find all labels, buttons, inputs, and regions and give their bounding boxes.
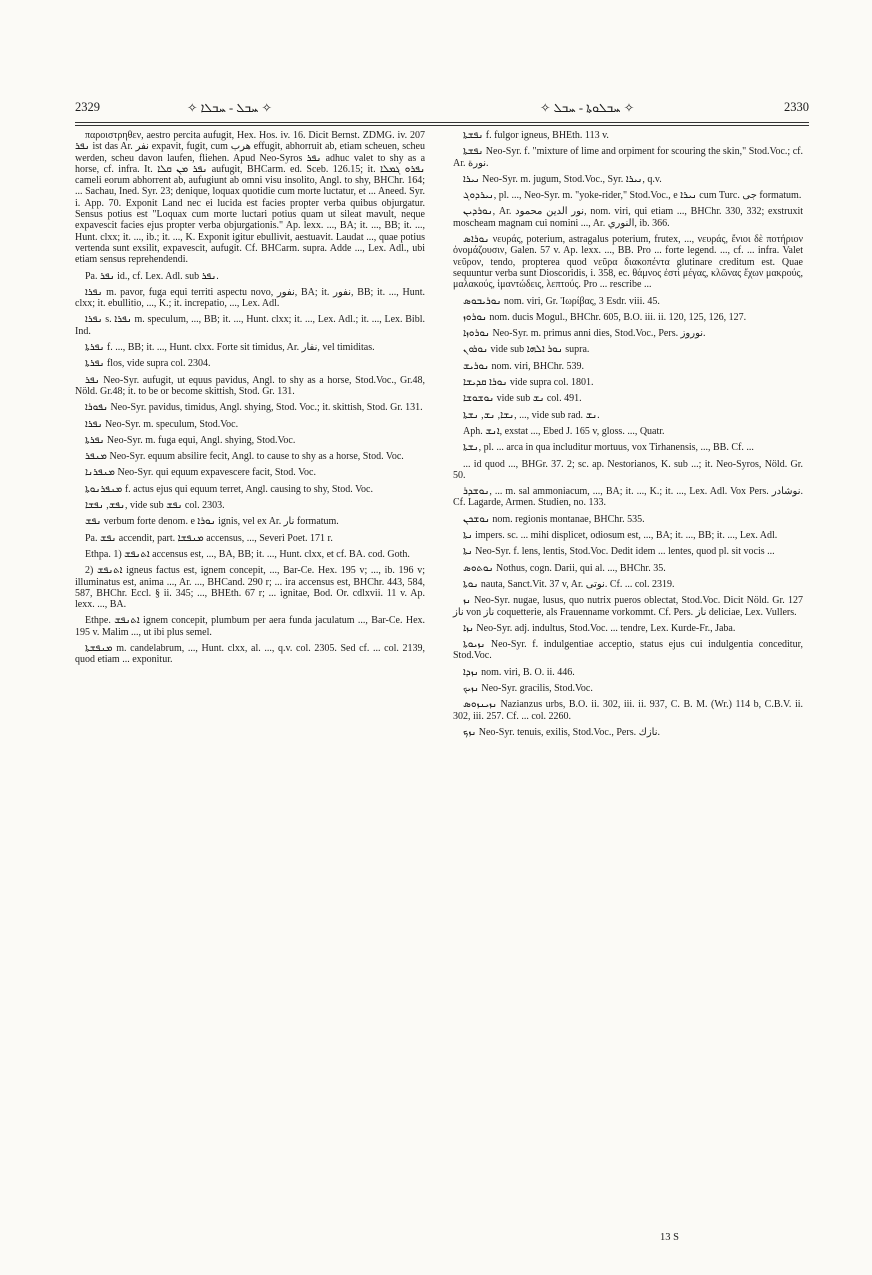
dictionary-entry: ܡܢܦܪܢܐ Neo-Syr. qui equum expavescere facit, Stod. Voc. bbox=[85, 467, 316, 479]
dictionary-entry: ܢܘܪܐܣ νευράς, poterium, astragalus poterium, frutex, ..., νευράς, ἔνιοι δὲ ποτήριον ὀνομάζουσιν, Galen. 57 v. Ap. lexx. ..., BB. Pro ... forte legend. ..., cf. ... infra. Valet νεῦρον, tendo, propterea quod νεῦρα διακοπέντα glutinare creditum est. Quae sequuntur verba sunt Dioscoridis, i. 358, ec. θάμνος ἐστὶ μέγας, κλῶνας ἔχων μακρούς, μαλακούς, ἱμαντώδεις, λεπτούς. Pro ... rescribe ... bbox=[453, 234, 803, 291]
right-running-title: ✧ ܚܒܠܘܬܐ - ܚܒܠ ✧ bbox=[540, 101, 635, 115]
dictionary-entry: ... id quod ..., BHGr. 37. 2; sc. ap. Nestorianos, K. sub ...; it. Neo-Syros, Nöld. Gr. 50. bbox=[453, 458, 803, 481]
dictionary-entry: Pa. ܢܦܫ accendit, part. ܡܢܦܫܐ accensus, ..., Severi Poet. 171 r. bbox=[85, 532, 333, 544]
dictionary-entry: 2) ܐܬܢܦܫ igneus factus est, ignem concepit, ..., Bar-Ce. Hex. 195 v; ..., ib. 196 v; illuminatus est, anima ..., Ar. ..., BHCand. 290 r; ... ira accensus est, BHChr. 443, 584, 587, BHChr. Eccl. § ii. 345; ..., BHEth. 67 r; ... ignitae, Bod. Or. cdlxvii. 11 v. Ap. lexx. ..., BA. bbox=[75, 565, 425, 611]
dictionary-entry: ܢܘܪܐ ܩܕܝܫܐ vide supra col. 1801. bbox=[463, 377, 594, 389]
dictionary-entry: Pa. ܢܦܪ id., cf. Lex. Adl. sub ܢܦܪ. bbox=[85, 270, 219, 282]
dictionary-entry: Ethpa. 1) ܐܬܢܦܫ accensus est, ..., BA, BB; it. ..., Hunt. clxx, et cf. BA. cod. Goth. bbox=[85, 548, 410, 560]
dictionary-entry: ܡܢܦܪܢܘܬܐ f. actus ejus qui equum terret, Angl. causing to shy, Stod. Voc. bbox=[85, 483, 373, 495]
dictionary-entry: ܢܘܬܐ nauta, Sanct.Vit. 37 v, Ar. نوتى. Cf. ... col. 2319. bbox=[463, 578, 675, 590]
dictionary-entry: ܢܦܫ verbum forte denom. e ܢܘܪܐ ignis, vel ex Ar. نار formatum. bbox=[85, 516, 339, 528]
dictionary-entry: Aph. ܐܢܫ, exstat ..., Ebed J. 165 v, gloss. ..., Quatr. bbox=[463, 425, 665, 437]
dictionary-entry: ܢܫܐ, ܢܫ, ܢܫܬܐ, ..., vide sub rad. ܢܫ. bbox=[463, 409, 600, 421]
dictionary-entry: ܡܢܦܪ Neo-Syr. equum absilire fecit, Angl. to cause to shy as a horse, Stod. Voc. bbox=[85, 451, 404, 463]
dictionary-entry: ܢܦܪܬܐ flos, vide supra col. 2304. bbox=[85, 358, 211, 370]
dictionary-entry: Ethpe. ܐܬܢܦܫ ignem concepit, plumbum per aera funda jaculatum ..., Bar-Ce. Hex. 195 v. Malim ..., ut ibi plus semel. bbox=[75, 615, 426, 638]
dictionary-entry: ܢܘܪܘܢ vide sub ܢܘܪ ܐܠܗܐ supra. bbox=[463, 344, 590, 356]
dictionary-entry: ܢܙܝܘܬܐ Neo-Syr. f. indulgentiae acceptio, status ejus cui indulgentia conceditur, Stod.Voc. bbox=[453, 639, 803, 662]
left-column bbox=[75, 130, 425, 671]
signature-mark: 13 S bbox=[660, 1232, 679, 1243]
dictionary-entry: ܢܙܐ Neo-Syr. adj. indultus, Stod.Voc. ... tendre, Lex. Kurde-Fr., Jaba. bbox=[463, 622, 736, 634]
header-rule-lower bbox=[75, 125, 809, 126]
dictionary-entry: ܢܙܕܐ nom. viri, B. O. ii. 446. bbox=[463, 666, 575, 678]
dictionary-entry: ܢܝܪܕܘܓ, pl. ..., Neo-Syr. m. "yoke-rider," Stod.Voc., e ܢܝܪܐ cum Turc. جى formatum. bbox=[463, 190, 802, 202]
dictionary-entry: ܢܦܘܪܐ Neo-Syr. pavidus, timidus, Angl. shying, Stod. Voc.; it. skittish, Stod. Gr. 131. bbox=[85, 402, 423, 414]
dictionary-entry: ܢܘܪܝܫ nom. viri, BHChr. 539. bbox=[463, 360, 585, 372]
header-rule bbox=[75, 122, 809, 123]
dictionary-entry: ܢܘܪܝܒܘܣ nom. viri, Gr. Ἰωρίβας, 3 Esdr. viii. 45. bbox=[463, 295, 660, 307]
dictionary-entry: ܢܦܪܬܐ f. ..., BB; it. ..., Hunt. clxx. Forte sit timidus, Ar. نفار, vel timiditas. bbox=[85, 342, 375, 354]
dictionary-entry: ܢܦܪܐ m. pavor, fuga equi territi aspectu novo, نفور, BA; it. نفور, BB; it. ..., Hunt. clxx; it. ebullitio, ..., K.; it. increpatio, ..., Lex. Adl. bbox=[75, 286, 425, 310]
dictionary-entry: ܢܝܪܐ Neo-Syr. m. jugum, Stod.Voc., Syr. ܢܝܪܐ, q.v. bbox=[463, 173, 662, 185]
dictionary-entry: ܢܘܬܘܣ Nothus, cogn. Darii, qui al. ..., BHChr. 35. bbox=[463, 562, 666, 574]
dictionary-entry: ܢܘܫܟܢ nom. regionis montanae, BHChr. 535. bbox=[463, 513, 645, 525]
dictionary-entry: ܢܦܫ, ܢܦܫܐ, vide sub ܢܦܫ col. 2303. bbox=[85, 500, 225, 512]
dictionary-entry: ܢܦܪܐ s. ܢܦܪܐ m. speculum, ..., BB; it. ..., Hunt. clxx; it. ..., Lex. Adl.; it. ..., Lex. Bibl. Ind. bbox=[75, 314, 425, 337]
dictionary-entry: ܢܦܪܬܐ Neo-Syr. m. fuga equi, Angl. shying, Stod.Voc. bbox=[85, 434, 296, 446]
dictionary-entry: ܢܬܐ impers. sc. ... mihi displicet, odiosum est, ..., BA; it. ..., BB; it. ..., Lex. Adl. bbox=[463, 530, 778, 542]
dictionary-entry: ܢܘܪܕܝܢ, Ar. نور الدين محمود, nom. viri, qui etiam ..., BHChr. 330, 332; exstruxit moscheam magnam cui nomini ..., Ar. النوري, ib. 366. bbox=[453, 206, 803, 229]
dictionary-entry: ܢܘܫܘܫܐ vide sub ܢܫ col. 491. bbox=[463, 393, 582, 405]
dictionary-entry: παροιστρηθεν, aestro percita aufugit, Hex. Hos. iv. 16. Dicit Bernst. ZDMG. iv. 207 ܢܦܪ ist das Ar. نفر expavit, fugit, cum هرب effugit, abhorruit ab, etiam scheuen, scheu werden, scheu davon laufen, fliehen. Apud Neo-Syros ܢܦܪ adhuc valet to shy as a horse, cf. infra. It. ܢܦܪ ܡܢ ܩܠܐ aufugit, BHCarm. ed. Sceb. 126.15; it. ܢܦܪܘ ܓܡܠܐ cameli eorum abhorrent ab, aufugiunt ab omni visu insolito, Angl. to shy, BHChr. 164; ... Sachau, Ined. Syr. 23; denique, loquax quotidie cum morte luctatur, et ... Aneed. Syr. i. App. 70. Exponit Land nec ei lucida est facies propter verba quibus objurgatur. Sensus potius est "Loquax cum morte luctari potius quam ut sileat mavult, neque expavescit facies ejus propter verba objurgationis." Ap. lexx. ..., BA; it. ..., BB; it. ..., Hunt. clxx; it. ..., ib.; it. ..., K. Exponit igitur ebullivit, aestuavit. Laudat ..., quae potius vertenda sunt exsilit, expavescit, aufugit. Cf. BHCarm. supra. Adde ..., Lex. Adl., ubi etiam sensus reprehendendi. bbox=[75, 130, 426, 266]
dictionary-entry: ܢܙܟ Neo-Syr. tenuis, exilis, Stod.Voc., Pers. نازك. bbox=[463, 726, 660, 738]
dictionary-entry: ܢܦܪ Neo-Syr. aufugit, ut equus pavidus, Angl. to shy as a horse, Stod.Voc., Gr.48, Nöld. Gr.48; it. to be or become skittish, Stod. Gr. 131. bbox=[75, 374, 425, 397]
left-running-title: ✧ ܚܒܠ - ܚܒܠܐ ✧ bbox=[187, 101, 273, 115]
dictionary-entry: ܢܙܝܢܙܘܣ Nazianzus urbs, B.O. ii. 302, iii. ii. 937, C. B. M. (Wr.) 114 b, C.B.V. ii. 302, iii. 257. Cf. ... col. 2260. bbox=[453, 699, 803, 722]
dictionary-entry: ܢܘܪܘܙ nom. ducis Mogul., BHChr. 605, B.O. iii. ii. 120, 125, 126, 127. bbox=[463, 311, 747, 323]
dictionary-entry: ܢܦܫܬܐ Neo-Syr. f. "mixture of lime and orpiment for scouring the skin," Stod.Voc.; cf. Ar. نورة. bbox=[453, 146, 803, 169]
dictionary-entry: ܢܙܝܟ Neo-Syr. gracilis, Stod.Voc. bbox=[463, 682, 593, 694]
right-column bbox=[453, 130, 803, 743]
running-header bbox=[75, 100, 809, 120]
dictionary-entry: ܢܦܫܬܐ f. fulgor igneus, BHEth. 113 v. bbox=[463, 130, 609, 141]
dictionary-entry: ܢܘܪܘܙܐ Neo-Syr. m. primus anni dies, Stod.Voc., Pers. نوروز. bbox=[463, 328, 706, 340]
dictionary-entry: ܢܬܐ Neo-Syr. f. lens, lentis, Stod.Voc. Dedit idem ... lentes, quod pl. sit vocis ... bbox=[463, 546, 775, 558]
left-page-number: 2329 bbox=[75, 100, 100, 114]
dictionary-entry: ܢܫܬܐ, pl. ... arca in qua includitur mortuus, vox Tirhanensis, ..., BB. Cf. ... bbox=[463, 442, 754, 454]
dictionary-entry: ܡܢܦܫܬܐ m. candelabrum, ..., Hunt. clxx, al. ..., q.v. col. 2305. Sed cf. ... col. 2139, quod etiam ... exponitur. bbox=[75, 642, 425, 666]
dictionary-entry: ܢܘܫܕܪ, ... m. sal ammoniacum, ..., BA; it. ..., K.; it. ..., Lex. Adl. Vox Pers. نوشادر. Cf. Lagarde, Armen. Studien, no. 133. bbox=[453, 486, 803, 509]
right-page-number: 2330 bbox=[784, 100, 809, 114]
dictionary-entry: ܢܦܪܐ Neo-Syr. m. speculum, Stod.Voc. bbox=[85, 418, 239, 430]
dictionary-entry: ܢܙ Neo-Syr. nugae, lusus, quo nutrix pueros oblectat, Stod.Voc. Dicit Nöld. Gr. 127 ناز von ناز coquetterie, als Frauenname vorkommt. Cf. Pers. ناز deliciae, Lex. Vullers. bbox=[453, 595, 803, 618]
